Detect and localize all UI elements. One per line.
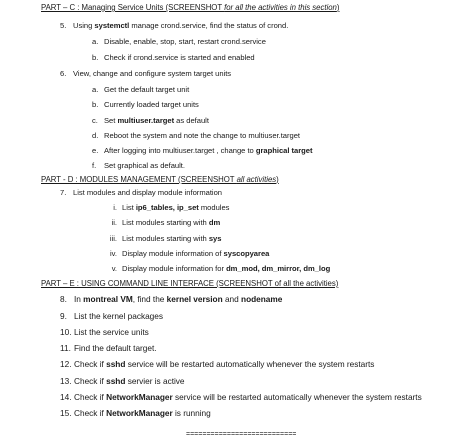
question-8: [60, 294, 282, 304]
item-letter: e.: [92, 146, 99, 155]
question-text: service will be restarted automatically whenever the system restarts: [125, 359, 375, 369]
part-d-heading-italic: all activities: [236, 175, 277, 184]
question-text: Find the default target.: [74, 343, 157, 353]
part-e-heading: PART – E : USING COMMAND LINE INTERFACE (SCREENSHOT of all the activities): [41, 279, 339, 288]
question-bold: sshd: [106, 376, 126, 386]
question-number: 11.: [60, 343, 71, 353]
question-6e: [92, 146, 313, 156]
question-12: [60, 359, 374, 369]
question-number: 7.: [60, 188, 67, 197]
question-text: List modules and display module information: [73, 188, 222, 197]
question-10: [60, 327, 149, 337]
question-text: Check if: [74, 408, 107, 418]
question-text: Check if: [74, 392, 107, 402]
item-roman: iii.: [109, 234, 117, 243]
item-text: List modules starting with: [122, 234, 209, 243]
part-c-heading-italic: for all the activities in this section: [224, 3, 337, 12]
item-text: Reboot the system and note the change to multiuser.target: [104, 131, 300, 140]
item-bold: graphical target: [255, 146, 313, 155]
question-text: Using: [73, 21, 95, 30]
question-7-ii: [102, 218, 220, 228]
question-15: [60, 408, 211, 418]
question-bold: nodename: [241, 294, 283, 304]
question-bold: NetworkManager: [106, 408, 173, 418]
part-d-heading: [41, 175, 279, 185]
item-text: Disable, enable, stop, start, restart crond.service: [104, 37, 266, 46]
item-bold: sys: [208, 234, 222, 243]
item-letter: d.: [92, 131, 99, 140]
item-letter: b.: [92, 53, 99, 62]
question-6f: [92, 161, 185, 171]
question-text: Check if: [74, 376, 107, 386]
item-letter: f.: [92, 161, 97, 170]
question-text: and: [222, 294, 242, 304]
question-bold: sshd: [106, 359, 126, 369]
item-roman: v.: [111, 264, 117, 273]
question-7-v: [102, 264, 330, 274]
question-number: 9.: [60, 311, 67, 321]
part-d-heading-text: PART - D : MODULES MANAGEMENT (SCREENSHOT: [41, 175, 237, 184]
question-number: 6.: [60, 69, 67, 78]
item-bold: ip6_tables, ip_set: [135, 203, 199, 212]
question-text: is running: [172, 408, 211, 418]
question-7-i: [102, 203, 229, 213]
part-c-heading-close: ): [336, 3, 340, 12]
question-6: [60, 69, 231, 79]
question-13: [60, 376, 185, 386]
question-bold: montreal VM: [83, 294, 133, 304]
item-text: List: [122, 203, 136, 212]
question-number: 13.: [60, 376, 72, 386]
item-letter: b.: [92, 100, 99, 109]
item-letter: a.: [92, 85, 99, 94]
item-bold: multiuser.target: [117, 116, 175, 125]
question-number: 14.: [60, 392, 72, 402]
item-text: Check if crond.service is started and enabled: [104, 53, 255, 62]
question-text: List the kernel packages: [74, 311, 163, 321]
question-6d: [92, 131, 300, 141]
item-text: Currently loaded target units: [104, 100, 199, 109]
part-c-heading: [41, 3, 339, 13]
question-text: , find the: [132, 294, 167, 304]
question-text: List the service units: [74, 327, 149, 337]
question-text: In: [74, 294, 84, 304]
item-text: Get the default target unit: [104, 85, 190, 94]
question-number: 8.: [60, 294, 67, 304]
item-text: Set graphical as default.: [104, 161, 185, 170]
question-text: manage crond.service, find the status of crond.: [129, 21, 289, 30]
question-5a: [92, 37, 266, 47]
item-text: List modules starting with: [122, 218, 209, 227]
item-letter: c.: [92, 116, 98, 125]
question-bold: NetworkManager: [106, 392, 173, 402]
item-text: Display module information of: [122, 249, 224, 258]
question-5: [60, 21, 288, 31]
item-text: Display module information for: [122, 264, 227, 273]
item-text: Set: [104, 116, 118, 125]
question-text: service will be restarted automatically whenever the system restarts: [172, 392, 422, 402]
item-bold: dm: [208, 218, 221, 227]
question-text: Check if: [74, 359, 107, 369]
question-text: View, change and configure system target units: [73, 69, 232, 78]
question-9: [60, 311, 163, 321]
item-letter: a.: [92, 37, 99, 46]
item-text: modules: [198, 203, 230, 212]
question-11: [60, 343, 157, 353]
question-6c: [92, 116, 209, 126]
item-roman: i.: [113, 203, 117, 212]
part-c-heading-text: PART – C : Managing Service Units (SCREENSHOT: [41, 3, 225, 12]
question-number: 10.: [60, 327, 72, 337]
footer-separator: ===========================: [186, 431, 297, 438]
item-roman: iv.: [110, 249, 117, 258]
question-6b: [92, 100, 199, 110]
item-text: After logging into multiuser.target , change to: [104, 146, 256, 155]
part-d-heading-close: ): [276, 175, 279, 184]
question-number: 5.: [60, 21, 67, 30]
question-text: servier is active: [125, 376, 185, 386]
item-roman: ii.: [111, 218, 117, 227]
question-7: [60, 188, 222, 198]
question-bold: kernel version: [166, 294, 223, 304]
question-6a: [92, 85, 189, 95]
question-7-iv: [102, 249, 269, 259]
item-bold: syscopyarea: [223, 249, 270, 258]
item-bold: dm_mod, dm_mirror, dm_log: [226, 264, 331, 273]
item-text: as default: [174, 116, 209, 125]
question-bold: systemctl: [94, 21, 130, 30]
question-7-iii: [102, 234, 221, 244]
question-number: 12.: [60, 359, 72, 369]
question-5b: [92, 53, 255, 63]
question-14: [60, 392, 422, 402]
question-number: 15.: [60, 408, 72, 418]
